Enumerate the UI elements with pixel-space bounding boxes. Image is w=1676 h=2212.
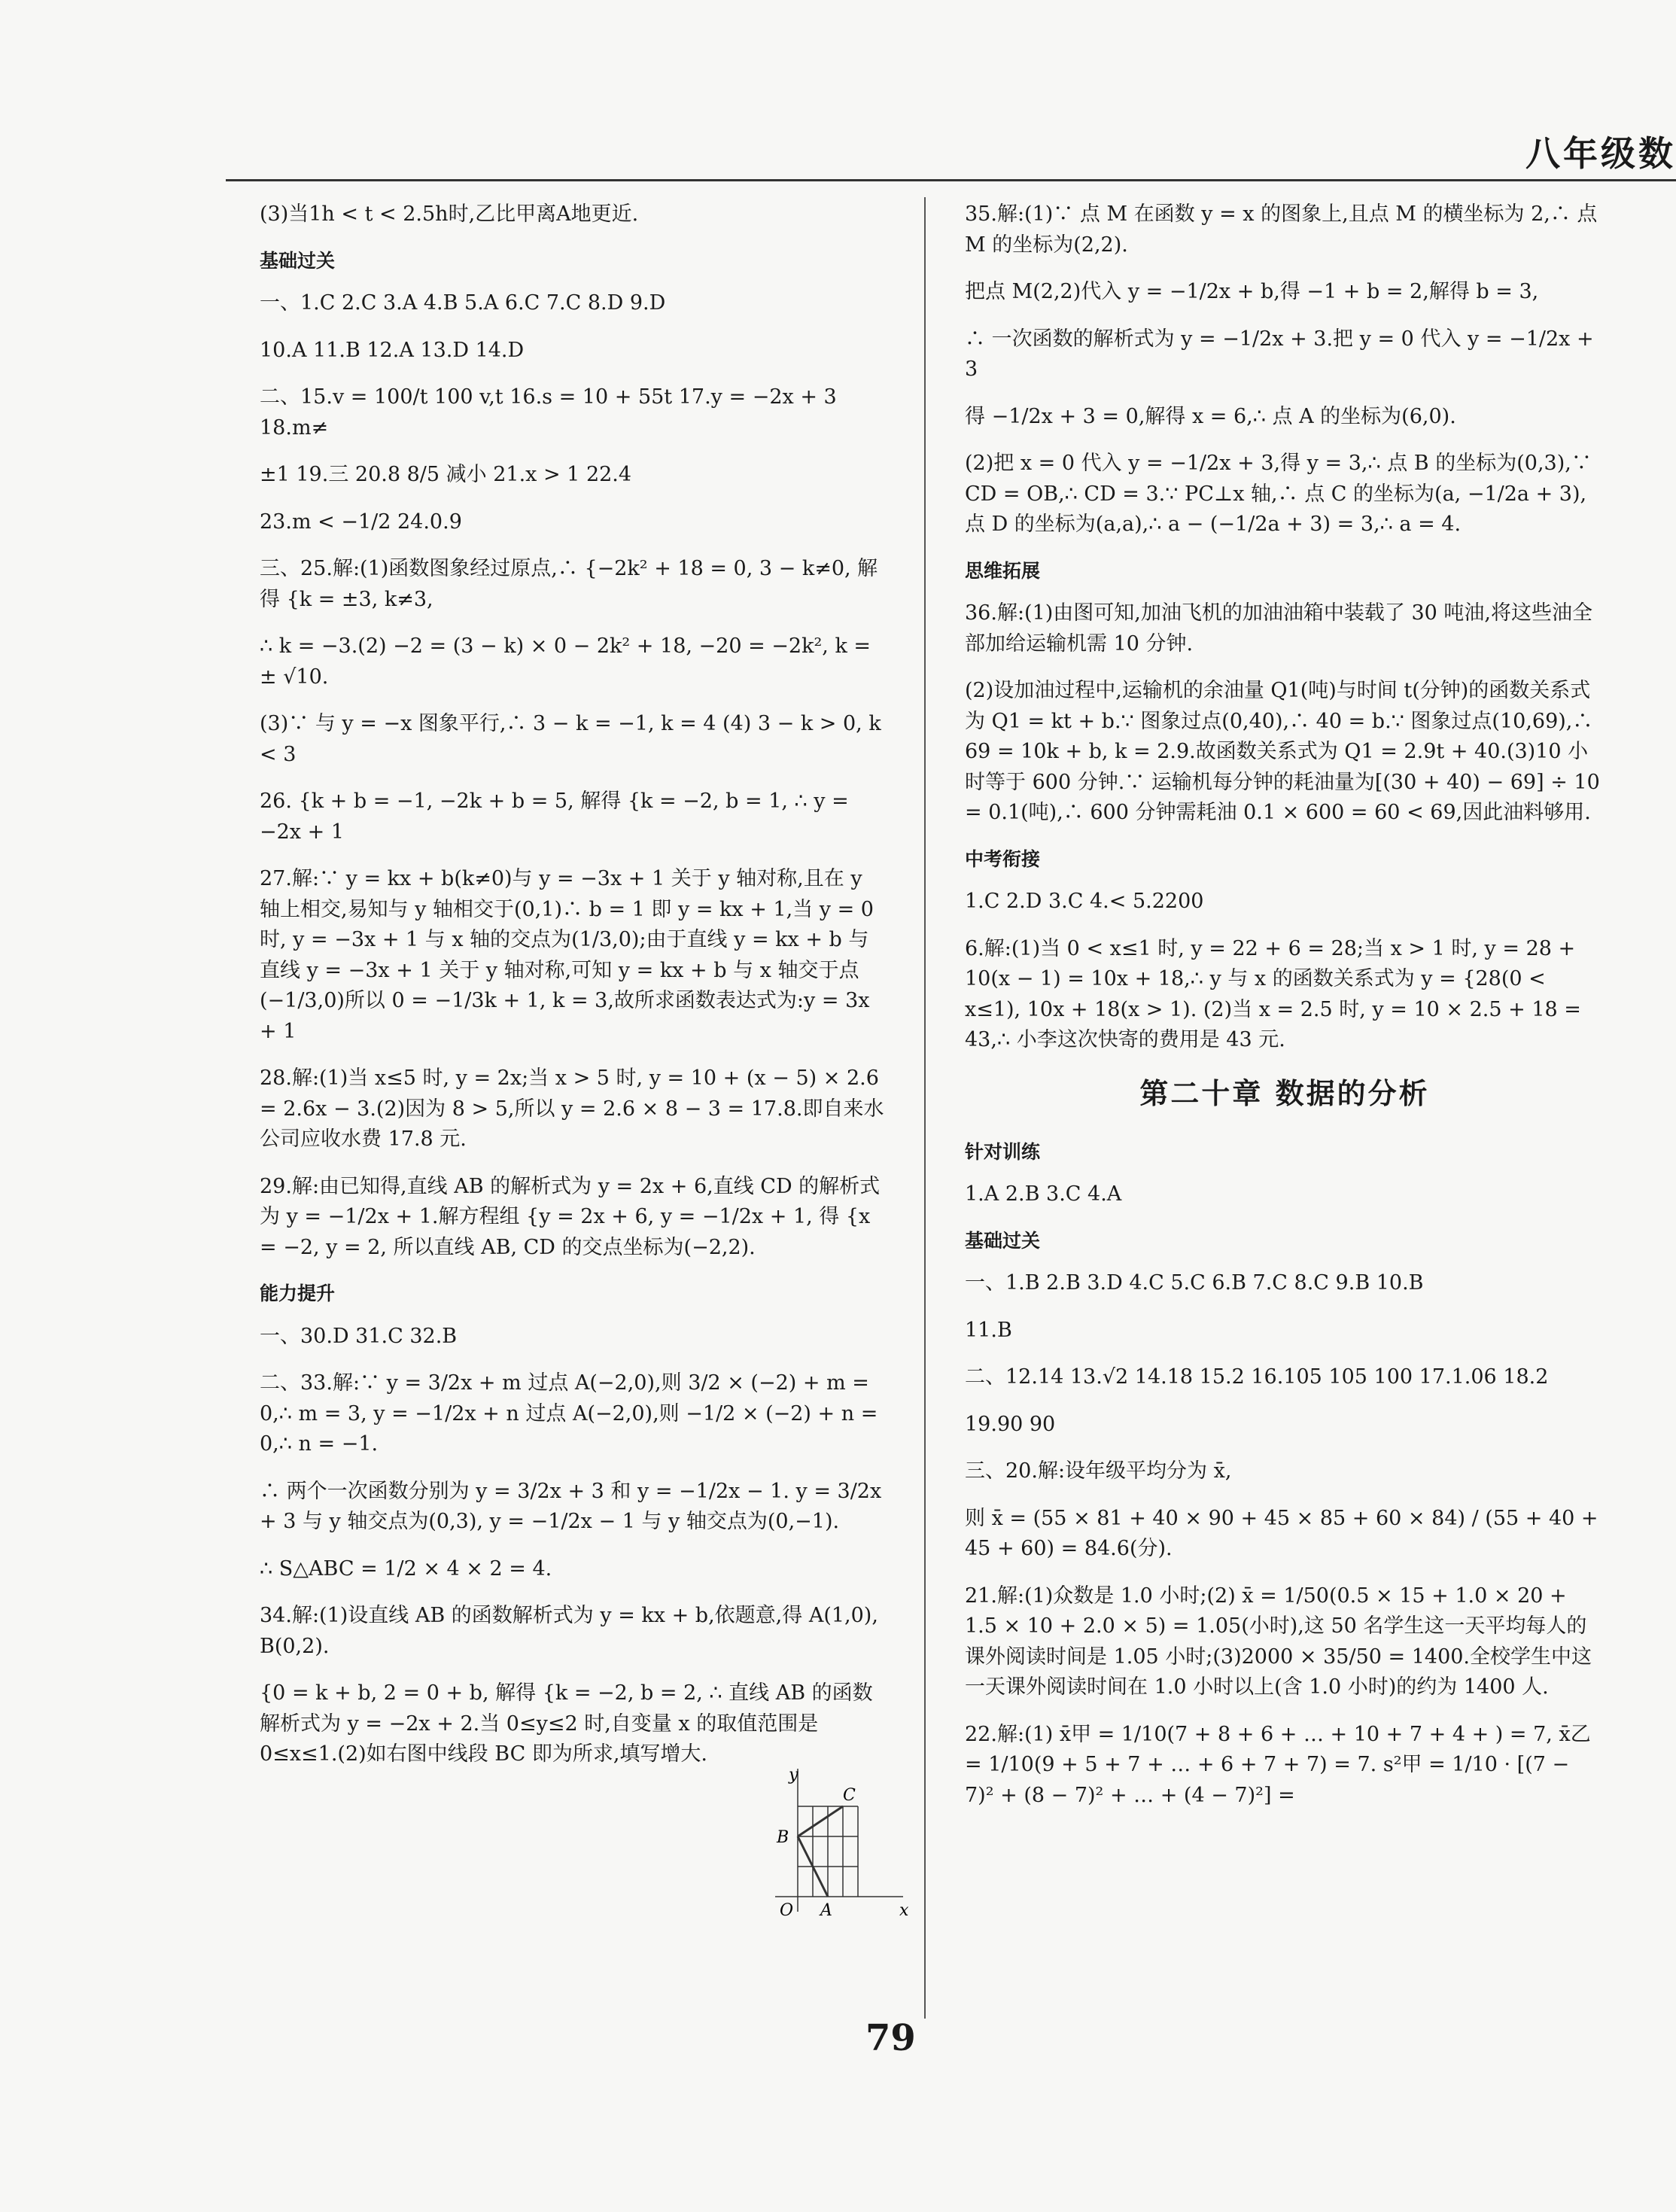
answer-line: 一、1.C 2.C 3.A 4.B 5.A 6.C 7.C 8.D 9.D (260, 291, 666, 315)
section-heading: 基础过关 (260, 249, 336, 272)
section-heading: 思维拓展 (965, 559, 1041, 582)
header-rule (226, 179, 1676, 181)
answer-line: ∴ 两个一次函数分别为 y = 3/2x + 3 和 y = −1/2x − 1. y = 3/2x + 3 与 y 轴交点为(0,3), y = −1/2x − 1 与 y 轴交点为(0,−1). (260, 1479, 882, 1533)
answer-line: (3)当1h < t < 2.5h时,乙比甲离A地更近. (260, 202, 639, 226)
answer-line: 把点 M(2,2)代入 y = −1/2x + b,得 −1 + b = 2,解得 b = 3, (965, 280, 1539, 303)
answer-line: 36.解:(1)由图可知,加油飞机的加油油箱中装载了 30 吨油,将这些油全部加给运输机需 10 分钟. (965, 601, 1592, 656)
right-column (965, 199, 1605, 1827)
answer-line: 23.m < −1/2 24.0.9 (260, 510, 462, 534)
answer-line: 10.A 11.B 12.A 13.D 14.D (260, 338, 525, 362)
answer-line: {0 = k + b, 2 = 0 + b, 解得 {k = −2, b = 2, ∴ 直线 AB 的函数解析式为 y = −2x + 2.当 0≤y≤2 时,自变量 x 的取值范围是 0≤x≤1.(2)如右图中线段 BC 即为所求,填写增大. (260, 1681, 873, 1766)
answer-line: 35.解:(1)∵ 点 M 在函数 y = x 的图象上,且点 M 的横坐标为 2,∴ 点 M 的坐标为(2,2). (965, 202, 1598, 257)
column-divider (924, 197, 926, 2019)
answer-line: 二、12.14 13.√2 14.18 15.2 16.105 105 100 17.1.06 18.2 (965, 1365, 1549, 1389)
coordinate-graph (745, 1761, 918, 1934)
answer-line: 34.解:(1)设直线 AB 的函数解析式为 y = kx + b,依题意,得 A(1,0), B(0,2). (260, 1604, 878, 1658)
answer-line: ∴ 一次函数的解析式为 y = −1/2x + 3.把 y = 0 代入 y = −1/2x + 3 (965, 327, 1594, 381)
answer-line: 一、30.D 31.C 32.B (260, 1324, 458, 1348)
x-axis-label: x (899, 1901, 909, 1920)
answer-line: ∴ k = −3.(2) −2 = (3 − k) × 0 − 2k² + 18, −20 = −2k², k = ± √10. (260, 634, 871, 689)
answer-line: 三、20.解:设年级平均分为 x̄, (965, 1459, 1232, 1483)
answer-line: 1.C 2.D 3.C 4.< 5.2200 (965, 890, 1204, 913)
answer-line: 21.解:(1)众数是 1.0 小时;(2) x̄ = 1/50(0.5 × 15 + 1.0 × 20 + 1.5 × 10 + 2.0 × 5) = 1.05(小时),这 50 名学生这一天平均每人的课外阅读时间是 1.05 小时;(3)2000 × 35/50 = 1400.全校学生中这一天课外阅读时间在 1.0 小时以上(含 1.0 小时)的约为 1400 人. (965, 1584, 1592, 1699)
answer-line: 1.A 2.B 3.C 4.A (965, 1182, 1122, 1206)
answer-line: 26. {k + b = −1, −2k + b = 5, 解得 {k = −2, b = 1, ∴ y = −2x + 1 (260, 790, 849, 844)
page-header-title: 八年级数 (1525, 133, 1676, 174)
segment-bc (798, 1806, 843, 1836)
page-number: 79 (865, 2017, 916, 2059)
answer-line: 22.解:(1) x̄甲 = 1/10(7 + 8 + 6 + … + 10 + 7 + 4 + ) = 7, x̄乙 = 1/10(9 + 5 + 7 + … + 6 + 7 + 7) = 7. s²甲 = 1/10 · [(7 − 7)² + (8 − 7)² + … + (4 − 7)²] = (965, 1722, 1591, 1807)
answer-line: ∴ S△ABC = 1/2 × 4 × 2 = 4. (260, 1556, 552, 1581)
answer-line: ±1 19.三 20.8 8/5 减小 21.x > 1 22.4 (260, 463, 632, 486)
answer-line: 二、15.v = 100/t 100 v,t 16.s = 10 + 55t 17.y = −2x + 3 18.m≠ (260, 385, 837, 440)
answer-line: (2)设加油过程中,运输机的余油量 Q1(吨)与时间 t(分钟)的函数关系式为 Q1 = kt + b.∵ 图象过点(0,40),∴ 40 = b.∵ 图象过点(10,69),∴ 69 = 10k + b, k = 2.9.故函数关系式为 Q1 = 2.9t + 40.(3)10 小时等于 600 分钟.∵ 运输机每分钟的耗油量为[(30 + 40) − 69] ÷ 10 = 0.1(吨),∴ 600 分钟需耗油 0.1 × 600 = 60 < 69,因此油料够用. (965, 679, 1600, 824)
section-heading: 针对训练 (965, 1140, 1041, 1163)
answer-line: 29.解:由已知得,直线 AB 的解析式为 y = 2x + 6,直线 CD 的解析式为 y = −1/2x + 1.解方程组 {y = 2x + 6, y = −1/2x + 1, 得 {x = −2, y = 2, 所以直线 AB, CD 的交点坐标为(−2,2). (260, 1174, 881, 1259)
chapter-title: 第二十章 数据的分析 (1139, 1076, 1430, 1110)
answer-line: (3)∵ 与 y = −x 图象平行,∴ 3 − k = −1, k = 4 (4) 3 − k > 0, k < 3 (260, 712, 881, 766)
y-axis-label: y (789, 1766, 798, 1785)
point-a-label: A (820, 1901, 832, 1920)
answer-line: 则 x̄ = (55 × 81 + 40 × 90 + 45 × 85 + 60 × 84) / (55 + 40 + 45 + 60) = 84.6(分). (965, 1506, 1598, 1560)
point-b-label: B (777, 1828, 789, 1847)
section-heading: 能力提升 (260, 1282, 336, 1304)
origin-label: O (780, 1901, 794, 1920)
section-heading: 中考衔接 (965, 847, 1041, 870)
answer-line: (2)把 x = 0 代入 y = −1/2x + 3,得 y = 3,∴ 点 B 的坐标为(0,3),∵ CD = OB,∴ CD = 3.∵ PC⊥x 轴,∴ 点 C 的坐标为(a, −1/2a + 3),点 D 的坐标为(a,a),∴ a − (−1/2a + 3) = 3,∴ a = 4. (965, 452, 1592, 536)
answer-line: 一、1.B 2.B 3.D 4.C 5.C 6.B 7.C 8.C 9.B 10.B (965, 1271, 1424, 1295)
section-heading: 基础过关 (965, 1229, 1041, 1252)
answer-line: 二、33.解:∵ y = 3/2x + m 过点 A(−2,0),则 3/2 × (−2) + m = 0,∴ m = 3, y = −1/2x + n 过点 A(−2,0),则 −1/2 × (−2) + n = 0,∴ n = −1. (260, 1371, 878, 1456)
answer-line: 27.解:∵ y = kx + b(k≠0)与 y = −3x + 1 关于 y 轴对称,且在 y 轴上相交,易知与 y 轴相交于(0,1)∴ b = 1 即 y = kx + 1,当 y = 0 时, y = −3x + 1 与 x 轴的交点为(1/3,0);由于直线 y = kx + b 与直线 y = −3x + 1 关于 y 轴对称,可知 y = kx + b 与 x 轴交于点(−1/3,0)所以 0 = −1/3k + 1, k = 3,故所求函数表达式为:y = 3x + 1 (260, 867, 874, 1043)
answer-line: 得 −1/2x + 3 = 0,解得 x = 6,∴ 点 A 的坐标为(6,0). (965, 404, 1456, 428)
answer-line: 三、25.解:(1)函数图象经过原点,∴ {−2k² + 18 = 0, 3 − k≠0, 解得 {k = ±3, k≠3, (260, 557, 878, 611)
point-c-label: C (843, 1786, 856, 1805)
answer-line: 28.解:(1)当 x≤5 时, y = 2x;当 x > 5 时, y = 10 + (x − 5) × 2.6 = 2.6x − 3.(2)因为 8 > 5,所以 y = 2.6 × 8 − 3 = 17.8.即自来水公司应收水费 17.8 元. (260, 1066, 884, 1151)
left-column (260, 199, 884, 1787)
answer-line: 6.解:(1)当 0 < x≤1 时, y = 22 + 6 = 28;当 x > 1 时, y = 28 + 10(x − 1) = 10x + 18,∴ y 与 x 的函数关系式为 y = {28(0 < x≤1), 10x + 18(x > 1). (2)当 x = 2.5 时, y = 10 × 2.5 + 18 = 43,∴ 小李这次快寄的费用是 43 元. (965, 936, 1581, 1051)
answer-line: 11.B (965, 1318, 1012, 1342)
answer-line: 19.90 90 (965, 1412, 1056, 1436)
